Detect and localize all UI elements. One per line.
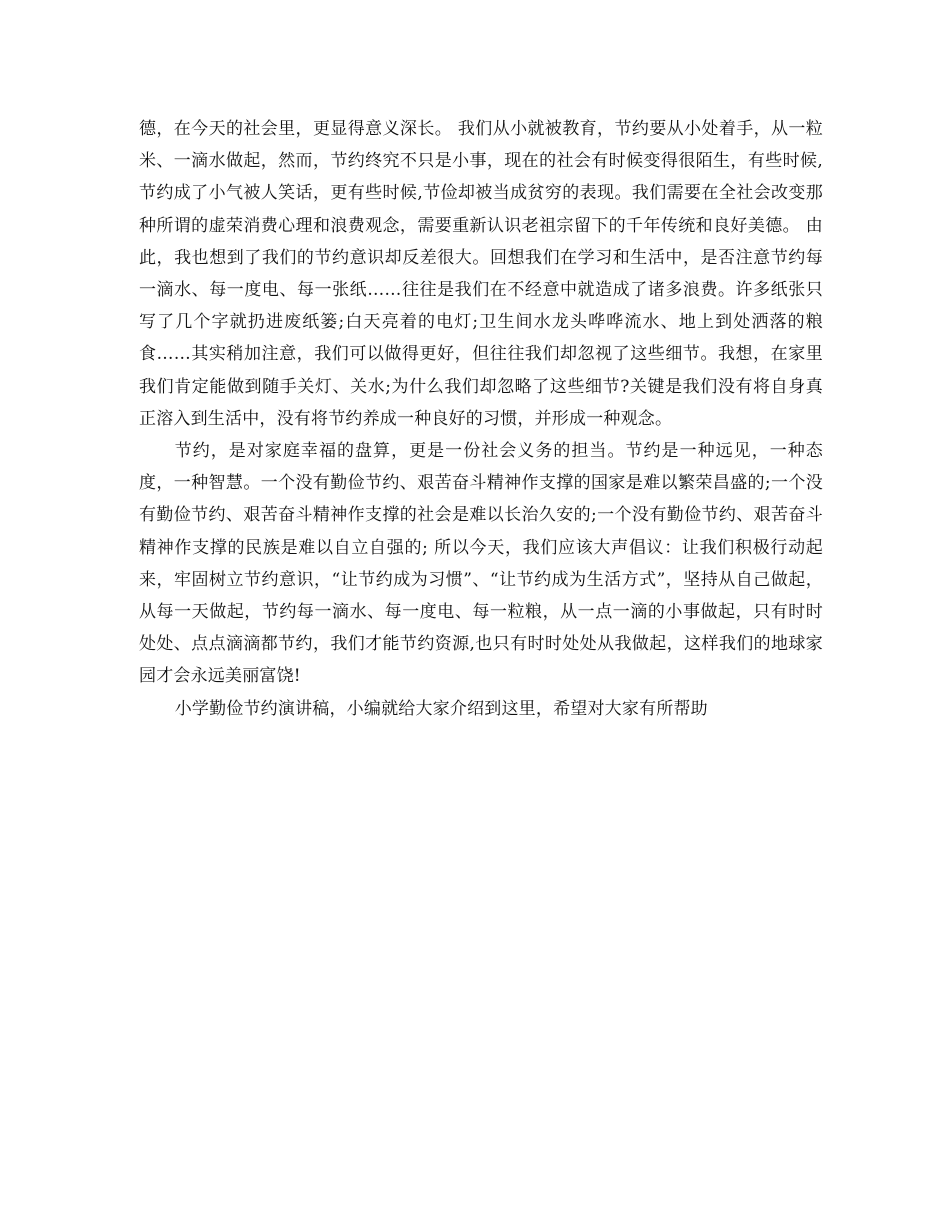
paragraph-1: 德，在今天的社会里，更显得意义深长。 我们从小就被教育，节约要从小处着手，从一粒米、一滴水做起，然而，节约终究不只是小事，现在的社会有时候变得很陌生，有些时候,节约成了小气被人笑话，更有些时候,节俭却被当成贫穷的表现。我们需要在全社会改变那种所谓的虚荣消费心理和浪费观念，需要重新认识老祖宗留下的千年传统和良好美德。 由此，我也想到了我们的节约意识却反差很大。回想我们在学习和生活中，是否注意节约每一滴水、每一度电、每一张纸……往往是我们在不经意中就造成了诸多浪费。许多纸张只写了几个字就扔进废纸篓;白天亮着的电灯;卫生间水龙头哗哗流水、地上到处洒落的粮食……其实稍加注意，我们可以做得更好，但往往我们却忽视了这些细节。我想，在家里我们肯定能做到随手关灯、关水;为什么我们却忽略了这些细节?关键是我们没有将自身真正溶入到生活中，没有将节约养成一种良好的习惯，并形成一种观念。 [139,119,823,429]
document-body [139,113,823,725]
paragraph-3: 小学勤俭节约演讲稿，小编就给大家介绍到这里，希望对大家有所帮助 [174,698,708,719]
paragraph-2: 节约，是对家庭幸福的盘算，更是一份社会义务的担当。节约是一种远见，一种态度，一种智慧。一个没有勤俭节约、艰苦奋斗精神作支撑的国家是难以繁荣昌盛的;一个没有勤俭节约、艰苦奋斗精神作支撑的社会是难以长治久安的;一个没有勤俭节约、艰苦奋斗精神作支撑的民族是难以自立自强的; 所以今天，我们应该大声倡议：让我们积极行动起来，牢固树立节约意识，“让节约成为习惯”、“让节约成为生活方式”，坚持从自己做起，从每一天做起，节约每一滴水、每一度电、每一粒粮，从一点一滴的小事做起，只有时时处处、点点滴滴都节约，我们才能节约资源,也只有时时处处从我做起，这样我们的地球家园才会永远美丽富饶! [139,441,823,687]
